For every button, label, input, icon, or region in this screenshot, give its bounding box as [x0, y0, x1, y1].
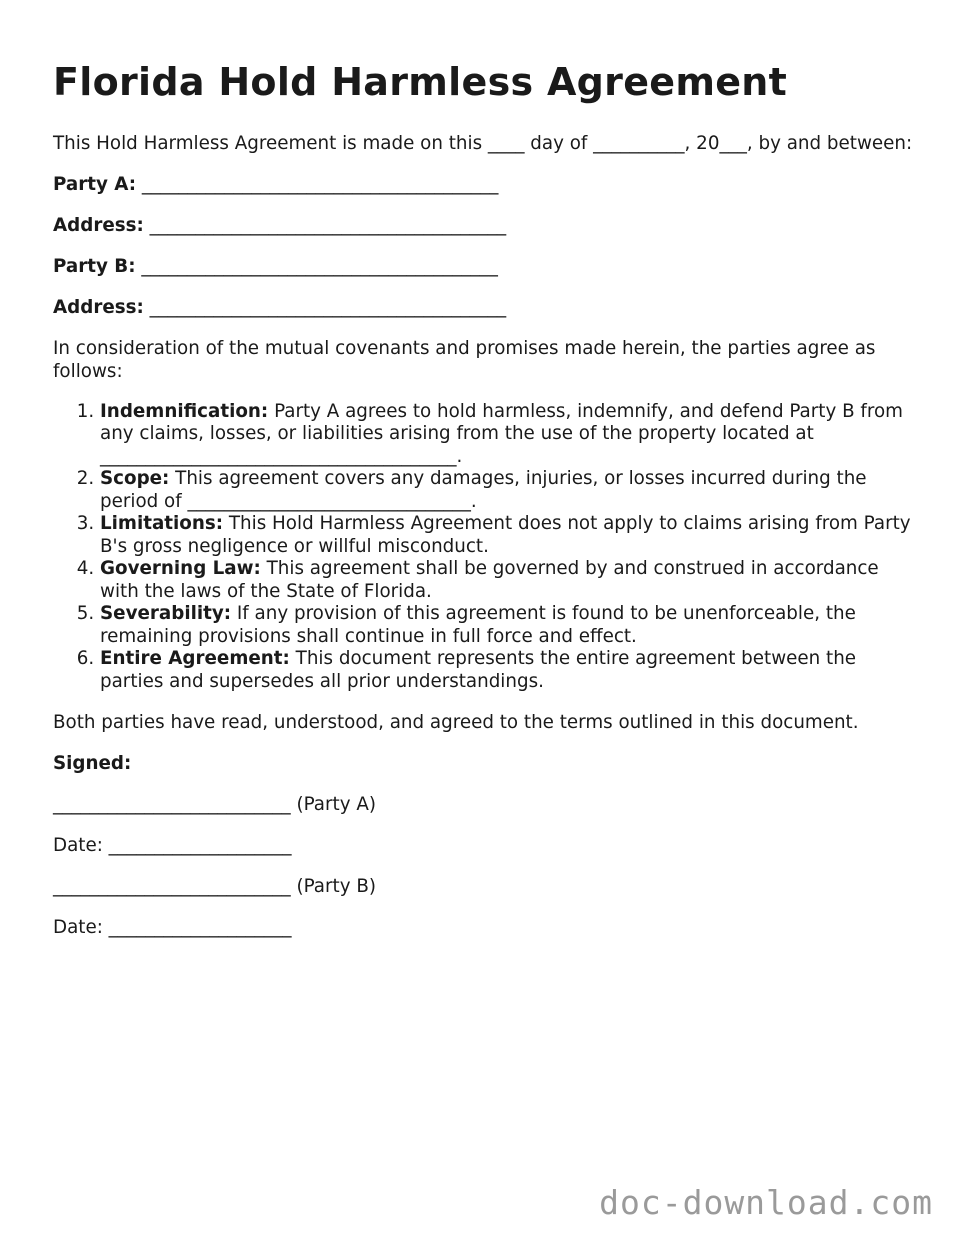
clause-text: If any provision of this agreement is found to be unenforceable, the remaining provisions shall continue in full force and effect. — [100, 603, 856, 647]
party-b-field — [53, 255, 913, 278]
date-line-party-b: Date: ____________________ — [53, 917, 292, 939]
party-a-blank: _______________________________________ — [141, 173, 499, 195]
clause-heading: Indemnification: — [100, 400, 269, 422]
party-b-address-blank: _______________________________________ — [149, 296, 507, 318]
clause-heading: Governing Law: — [100, 558, 261, 580]
signature-line-party-b: __________________________ (Party B) — [53, 876, 376, 898]
clause-text: Party A agrees to hold harmless, indemnify, and defend Party B from any claims, losses, or liabilities arising from the use of the property located at _______________________________________. — [100, 400, 903, 467]
party-b-address-label: Address: — [53, 296, 144, 318]
clause-heading: Scope: — [100, 468, 170, 490]
clause-text: This document represents the entire agreement between the parties and supersedes all prior understandings. — [100, 648, 857, 692]
clause-text: This Hold Harmless Agreement does not apply to claims arising from Party B's gross negligence or willful misconduct. — [100, 513, 911, 557]
clause-limitations — [100, 513, 913, 558]
clause-scope — [100, 468, 913, 513]
clause-list — [53, 401, 913, 694]
watermark: doc-download.com — [599, 1183, 933, 1222]
party-a-field — [53, 173, 913, 196]
party-b-blank: _______________________________________ — [141, 255, 498, 277]
party-a-address-field — [53, 214, 913, 237]
document-page — [53, 60, 913, 957]
party-a-label: Party A: — [53, 173, 137, 195]
clause-heading: Entire Agreement: — [100, 648, 290, 670]
intro-paragraph: This Hold Harmless Agreement is made on this ____ day of __________, 20___, by and between: — [53, 132, 913, 154]
date-line-party-a: Date: ____________________ — [53, 835, 292, 857]
clause-severability — [100, 603, 913, 648]
signature-line-party-a: __________________________ (Party A) — [53, 794, 376, 816]
clause-text: This agreement covers any damages, injuries, or losses incurred during the period of _______________________________. — [100, 468, 867, 512]
document-title: Florida Hold Harmless Agreement — [53, 60, 788, 104]
signed-label: Signed: — [53, 753, 132, 775]
party-a-address-label: Address: — [53, 214, 144, 236]
party-b-label: Party B: — [53, 255, 136, 277]
party-a-address-blank: _______________________________________ — [149, 214, 507, 236]
clause-text: This agreement shall be governed by and construed in accordance with the laws of the State of Florida. — [100, 558, 879, 602]
party-b-address-field — [53, 296, 913, 319]
clause-entire-agreement — [100, 648, 913, 693]
clause-heading: Severability: — [100, 603, 232, 625]
clause-heading: Limitations: — [100, 513, 224, 535]
consideration-paragraph: In consideration of the mutual covenants and promises made herein, the parties agree as follows: — [53, 337, 876, 382]
clause-governing-law — [100, 558, 913, 603]
clause-indemnification — [100, 401, 913, 469]
closing-paragraph: Both parties have read, understood, and agreed to the terms outlined in this document. — [53, 712, 859, 734]
